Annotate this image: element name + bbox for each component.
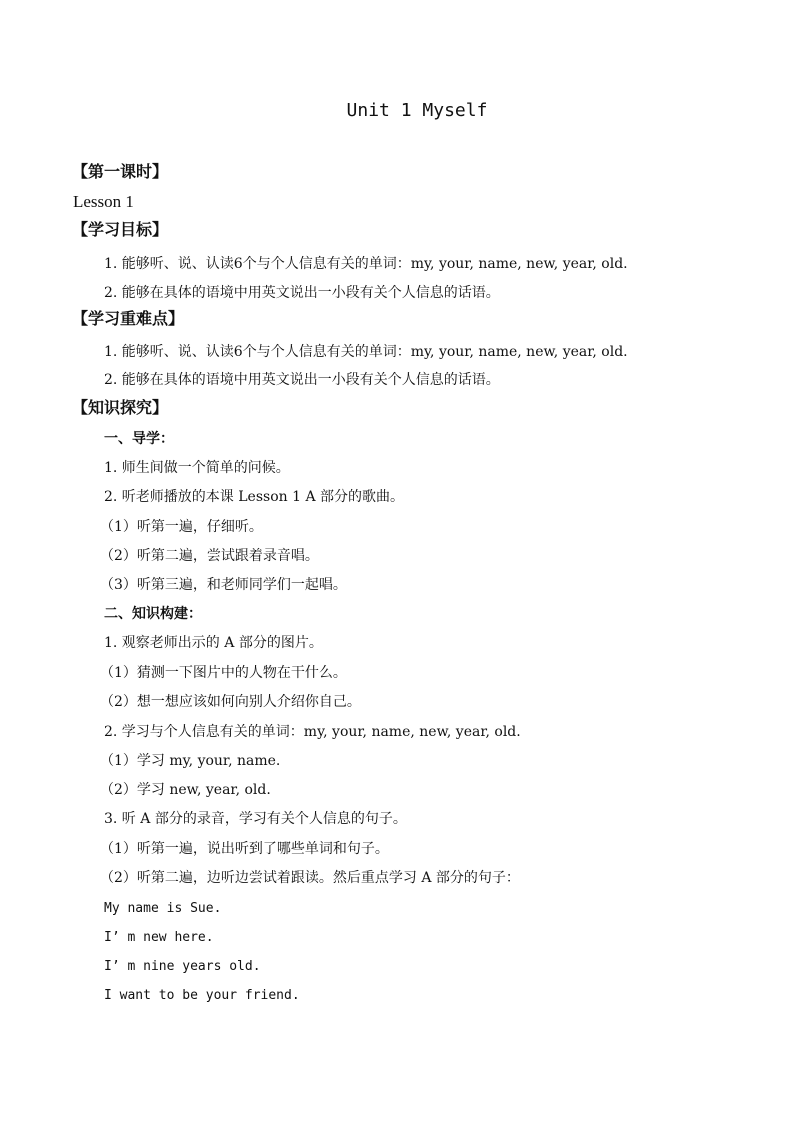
- part2-item: （2）学习 new, year, old.: [100, 782, 271, 798]
- explore-heading: 【知识探究】: [72, 398, 169, 417]
- keypoint-item: 2. 能够在具体的语境中用英文说出一小段有关个人信息的话语。: [104, 372, 500, 388]
- document-title: Unit 1 Myself: [346, 100, 488, 121]
- part1-item: （3）听第三遍，和老师同学们一起唱。: [100, 577, 347, 593]
- part2-item: （2）听第二遍，边听边尝试着跟读。然后重点学习 A 部分的句子：: [100, 870, 520, 886]
- part2-item: 2. 学习与个人信息有关的单词：my, your, name, new, year, old.: [104, 724, 521, 740]
- lesson-label: Lesson 1: [73, 192, 134, 211]
- keypoints-heading: 【学习重难点】: [72, 309, 185, 328]
- part2-heading: 二、知识构建：: [104, 606, 202, 622]
- goal-item: 2. 能够在具体的语境中用英文说出一小段有关个人信息的话语。: [104, 285, 500, 301]
- part2-item: 1. 观察老师出示的 A 部分的图片。: [104, 635, 323, 651]
- part2-item: （1）听第一遍，说出听到了哪些单词和句子。: [100, 841, 389, 857]
- part2-item: （1）学习 my, your, name.: [100, 753, 281, 769]
- goal-item: 1. 能够听、说、认读6个与个人信息有关的单词：my, your, name, new, year, old.: [104, 256, 628, 272]
- part2-item: （2）想一想应该如何向别人介绍你自己。: [100, 694, 361, 710]
- part1-heading: 一、导学：: [104, 431, 174, 447]
- example-sentence: My name is Sue.: [104, 901, 222, 916]
- part2-item: （1）猜测一下图片中的人物在干什么。: [100, 665, 347, 681]
- part1-item: （1）听第一遍，仔细听。: [100, 519, 263, 535]
- example-sentence: I’ m new here.: [104, 930, 214, 945]
- example-sentence: I want to be your friend.: [104, 988, 300, 1003]
- part2-item: 3. 听 A 部分的录音，学习有关个人信息的句子。: [104, 811, 407, 827]
- example-sentence: I’ m nine years old.: [104, 959, 261, 974]
- goals-heading: 【学习目标】: [72, 220, 169, 239]
- section-heading-first-lesson: 【第一课时】: [72, 162, 169, 181]
- part1-item: （2）听第二遍，尝试跟着录音唱。: [100, 548, 319, 564]
- part1-item: 1. 师生间做一个简单的问候。: [104, 460, 290, 476]
- keypoint-item: 1. 能够听、说、认读6个与个人信息有关的单词：my, your, name, new, year, old.: [104, 344, 628, 360]
- part1-item: 2. 听老师播放的本课 Lesson 1 A 部分的歌曲。: [104, 489, 405, 505]
